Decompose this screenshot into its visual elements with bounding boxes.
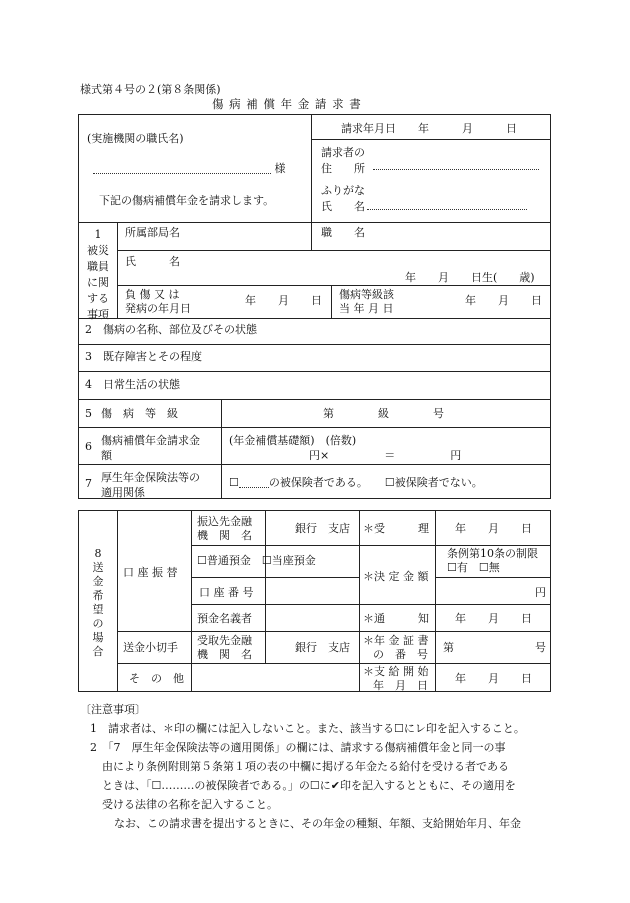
row4-label: 4 日常生活の状態 (85, 378, 180, 391)
institution-label: (実施機関の職氏名) (87, 132, 184, 145)
request-date: 請求年月日 年 月 日 (341, 122, 517, 135)
receipt-label: ＊受 理 (363, 522, 429, 535)
institution-line (93, 163, 286, 174)
victim-name-label: 氏 名 (125, 255, 180, 268)
address-label (321, 145, 365, 177)
claim-main-table (78, 114, 551, 499)
receipt-value: 年 月 日 (455, 522, 532, 535)
insured-checkbox[interactable]: ☐ (229, 476, 239, 489)
address-label-2: 住 所 (321, 162, 365, 175)
position-label: 職 名 (321, 226, 365, 239)
furigana-text: ふりがな (321, 184, 365, 197)
note-1: 1 請求者は、＊印の欄には記入しないこと。また、該当する☐にレ印を記入すること。 (90, 722, 525, 735)
grade-date-label: 傷病等級該 当 年 月 日 (339, 288, 394, 315)
row5-num: 5 (85, 407, 92, 420)
request-statement: 下記の傷病補償年金を請求します。 (99, 194, 275, 207)
remittance-table (78, 510, 551, 692)
row7-label: 厚生年金保険法等の 適用関係 (101, 471, 200, 499)
injury-date-value: 年 月 日 (245, 294, 322, 307)
note-2-line3: ときは、「☐………の被保険者である。」の☐に✔印を記入するとともに、その適用を (102, 779, 516, 792)
row6-label: 傷病補償年金請求金 額 (101, 434, 200, 462)
receive-bank-label: 受取先金融 機 関 名 (197, 634, 252, 661)
sama-label: 様 (274, 162, 286, 175)
note-2-line2: 由により条例附則第５条第１項の表の中欄に掲げる年金たる給付を受ける者である (102, 760, 509, 773)
receive-bank-value[interactable]: 銀行 支店 (295, 641, 350, 654)
note-3: なお、この請求書を提出するときに、その年金の種類、年額、支給開始年月、年金 (114, 817, 521, 830)
row6-num: 6 (85, 440, 92, 453)
row5-value: 第 級 号 (323, 407, 444, 420)
department-label: 所属部局名 (125, 226, 180, 239)
row3-label: 3 既存障害とその程度 (85, 350, 202, 363)
yen-unit: 円 (535, 586, 546, 599)
notes-heading: 〔注意事項〕 (80, 703, 146, 716)
row2-label: 2 傷病の名称、部位及びその状態 (85, 323, 257, 336)
row5-label: 傷 病 等 級 (101, 407, 178, 420)
account-holder-label: 預金名義者 (197, 612, 252, 625)
grade-date-value: 年 月 日 (465, 294, 542, 307)
certificate-label: ＊年 金 証 書 の 番 号 (363, 634, 429, 661)
payment-start-label: ＊支 給 開 始 年 月 日 (363, 665, 429, 692)
not-insured-checkbox[interactable]: ☐被保険者でない。 (384, 476, 483, 489)
row7-value: ☐ の被保険者である。 ☐被保険者でない。 (229, 476, 483, 489)
decision-amount-label: ＊決 定 金 額 (363, 570, 429, 583)
address-field[interactable] (373, 159, 539, 170)
notes-section (80, 700, 555, 833)
restriction-checkboxes[interactable]: ☐有 ☐無 (447, 561, 500, 574)
money-order-label: 送金小切手 (123, 641, 178, 654)
bank-label: 振込先金融 機 関 名 (197, 515, 252, 542)
row6-value: (年金補償基礎額) (倍数) 円× ＝ 円 (229, 434, 462, 462)
form-number: 様式第４号の２(第８条関係) (80, 83, 221, 96)
birth-date: 年 月 日生( 歳) (405, 271, 535, 284)
account-number-label: 口 座 番 号 (199, 586, 254, 599)
furigana-label (321, 183, 365, 215)
address-label-1: 請求者の (321, 146, 365, 159)
section8-side-label: 8 送 金 希 望 の 場 合 (92, 547, 104, 658)
claimant-name-label: 氏 名 (321, 200, 365, 213)
transfer-label: 口 座 振 替 (123, 566, 178, 579)
notice-value: 年 月 日 (455, 612, 532, 625)
other-label: そ の 他 (129, 672, 184, 685)
deposit-type-checkboxes[interactable]: ☐普通預金 ☐当座預金 (197, 554, 316, 567)
note-2-line1: 2 「7 厚生年金保険法等の適用関係」の欄には、請求する傷病補償年金と同一の事 (90, 741, 506, 754)
form-title: 傷 病 補 償 年 金 請 求 書 (212, 97, 362, 111)
row7-num: 7 (85, 477, 92, 490)
injury-date-label: 負 傷 又 は 発病の年月日 (125, 288, 191, 315)
claimant-name-field[interactable] (367, 199, 527, 210)
payment-start-value: 年 月 日 (455, 672, 532, 685)
certificate-suffix: 号 (535, 641, 546, 654)
section1-side-label: 1 被災 職員 に関 する 事項 (87, 228, 109, 321)
restriction-label: 条例第10条の制限 (447, 547, 538, 560)
note-2-line4: 受ける法律の名称を記入すること。 (102, 798, 278, 811)
notice-label: ＊通 知 (363, 612, 429, 625)
certificate-prefix: 第 (443, 641, 454, 654)
bank-value[interactable]: 銀行 支店 (295, 522, 350, 535)
